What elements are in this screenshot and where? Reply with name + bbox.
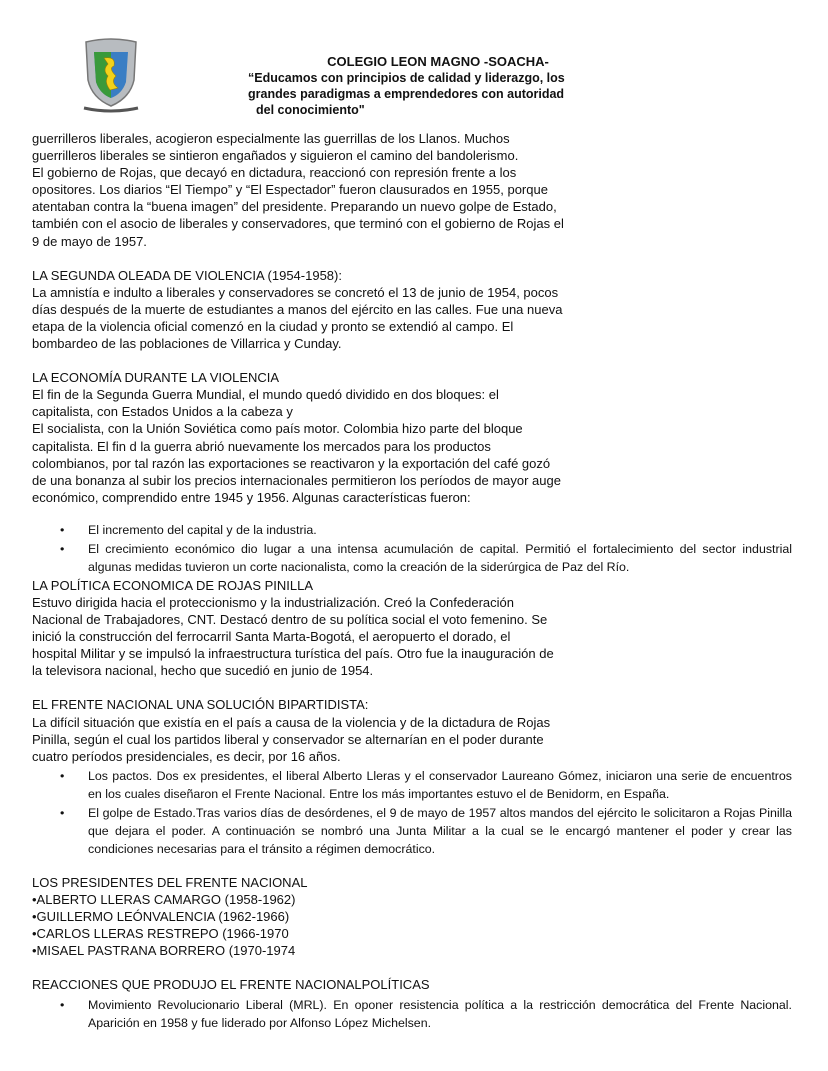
bullet-item xyxy=(32,521,792,539)
bullet-item xyxy=(32,767,792,803)
text-line: días después de la muerte de estudiantes a manos del ejército en las calles. Fue una nueva xyxy=(32,301,563,317)
section-heading: REACCIONES QUE PRODUJO EL FRENTE NACIONALPOLÍTICAS xyxy=(32,977,430,993)
bullet-text: El crecimiento económico dio lugar a una intensa acumulación de capital. Permitió el fortalecimiento del sector industrial algunas medidas tuvieron un corte nacionalista, como la creación de la siderúrgica de Paz del Río. xyxy=(88,541,792,574)
text-line: •CARLOS LLERAS RESTREPO (1966-1970 xyxy=(32,926,289,942)
bullet-list xyxy=(32,767,792,858)
text-line: capitalista, con Estados Unidos a la cabeza y xyxy=(32,404,293,420)
text-line: guerrilleros liberales se sintieron engañados y siguieron el camino del bandolerismo. xyxy=(32,148,519,164)
section-paragraph xyxy=(32,284,792,352)
text-line: Nacional de Trabajadores, CNT. Destacó dentro de su política social el voto femenino. Se xyxy=(32,612,548,628)
text-line: •GUILLERMO LEÓNVALENCIA (1962-1966) xyxy=(32,909,290,924)
text-line: •MISAEL PASTRANA BORRERO (1970-1974 xyxy=(32,943,296,959)
bullet-text: El golpe de Estado.Tras varios días de desórdenes, el 9 de mayo de 1957 altos mandos del ejército le solicitaron a Rojas Pinilla que dejara el poder. A continuación se nombró una Junta Militar a la cual se le encargó mantener el poder y crear las condiciones necesarias para el tránsito a régimen democrático. xyxy=(88,805,792,856)
section-paragraph xyxy=(32,386,792,506)
text-line: cuatro períodos presidenciales, es decir, por 16 años. xyxy=(32,748,341,764)
text-line: •ALBERTO LLERAS CAMARGO (1958-1962) xyxy=(32,891,296,907)
text-line: atentaban contra la “buena imagen” del presidente. Preparando un nuevo golpe de Estado, xyxy=(32,199,557,215)
bullet-list xyxy=(32,996,792,1032)
section-paragraph xyxy=(32,714,792,765)
bullet-icon: • xyxy=(60,805,65,820)
text-line: El socialista, con la Unión Soviética como país motor. Colombia hizo parte del bloque xyxy=(32,421,523,437)
section-heading: LA SEGUNDA OLEADA DE VIOLENCIA (1954-1958): xyxy=(32,267,342,283)
bullet-icon: • xyxy=(60,541,65,556)
text-line: económico, comprendido entre 1945 y 1956. Algunas características fueron: xyxy=(32,489,471,505)
document-body xyxy=(32,130,792,1033)
text-line: etapa de la violencia oficial comenzó en la ciudad y pronto se extendió al campo. El xyxy=(32,318,514,334)
school-name: COLEGIO LEON MAGNO -SOACHA- xyxy=(327,54,549,69)
text-line: de una bonanza al subir los precios internacionales permitieron los períodos de mayor auge xyxy=(32,472,561,488)
section-paragraph xyxy=(32,594,792,679)
text-line: inició la construcción del ferrocarril Santa Marta-Bogotá, el aeropuerto el dorado, el xyxy=(32,629,511,645)
school-crest-logo xyxy=(80,36,142,116)
bullet-item xyxy=(32,804,792,858)
bullet-icon: • xyxy=(60,998,65,1013)
motto-line: grandes paradigmas a emprendedores con autoridad xyxy=(248,87,565,101)
text-line: también con el asocio de liberales y conservadores, que terminó con el gobierno de Rojas el xyxy=(32,216,564,232)
document-header xyxy=(248,54,608,118)
section-heading: LOS PRESIDENTES DEL FRENTE NACIONAL xyxy=(32,874,308,890)
text-line: hospital Militar y se impulsó la infraestructura turística del país. Otro fue la inauguración de xyxy=(32,646,554,662)
bullet-icon: • xyxy=(60,768,65,783)
section-heading: EL FRENTE NACIONAL UNA SOLUCIÓN BIPARTIDISTA: xyxy=(32,697,369,713)
text-line: guerrilleros liberales, acogieron especialmente las guerrillas de los Llanos. Muchos xyxy=(32,131,510,146)
text-line: La difícil situación que existía en el país a causa de la violencia y de la dictadura de Rojas xyxy=(32,714,551,730)
text-line: La amnistía e indulto a liberales y conservadores se concretó el 13 de junio de 1954, pocos xyxy=(32,284,559,300)
motto-line: “Educamos con principios de calidad y liderazgo, los xyxy=(248,71,565,85)
bullet-text: Los pactos. Dos ex presidentes, el liberal Alberto Lleras y el conservador Laureano Gómez, iniciaron una serie de encuentros en los cuales diseñaron el Frente Nacional. Entre los más importantes estuvo el de Benidorm, en España. xyxy=(88,768,792,801)
bullet-list xyxy=(32,521,792,576)
section-heading: LA ECONOMÍA DURANTE LA VIOLENCIA xyxy=(32,370,280,386)
bullet-item xyxy=(32,996,792,1032)
bullet-icon: • xyxy=(60,522,65,537)
text-line: bombardeo de las poblaciones de Villarrica y Cunday. xyxy=(32,336,342,352)
intro-paragraph xyxy=(32,130,792,250)
text-line: opositores. Los diarios “El Tiempo” y “El Espectador” fueron clausurados en 1955, porque xyxy=(32,182,548,198)
text-line: la televisora nacional, hecho que sucedió en junio de 1954. xyxy=(32,663,374,679)
bullet-text: El incremento del capital y de la industria. xyxy=(88,522,317,537)
bullet-item xyxy=(32,540,792,576)
text-line: 9 de mayo de 1957. xyxy=(32,233,147,249)
text-line: capitalista. El fin d la guerra abrió nuevamente los mercados para los productos xyxy=(32,438,491,454)
text-line: El gobierno de Rojas, que decayó en dictadura, reaccionó con represión frente a los xyxy=(32,165,517,181)
text-line: Estuvo dirigida hacia el proteccionismo y la industrialización. Creó la Confederación xyxy=(32,594,514,610)
text-line: colombianos, por tal razón las exportaciones se reactivaron y la exportación del café gozó xyxy=(32,455,551,471)
section-heading: LA POLÍTICA ECONOMICA DE ROJAS PINILLA xyxy=(32,577,314,593)
presidents-list xyxy=(32,891,792,959)
text-line: El fin de la Segunda Guerra Mundial, el mundo quedó dividido en dos bloques: el xyxy=(32,387,499,403)
motto-line: del conocimiento" xyxy=(256,103,365,117)
bullet-text: Movimiento Revolucionario Liberal (MRL). En oponer resistencia política a la restricción democrática del Frente Nacional. Aparición en 1958 y fue liderado por Alfonso López Michelsen. xyxy=(88,998,792,1031)
text-line: Pinilla, según el cual los partidos liberal y conservador se alternarían en el poder durante xyxy=(32,731,544,747)
